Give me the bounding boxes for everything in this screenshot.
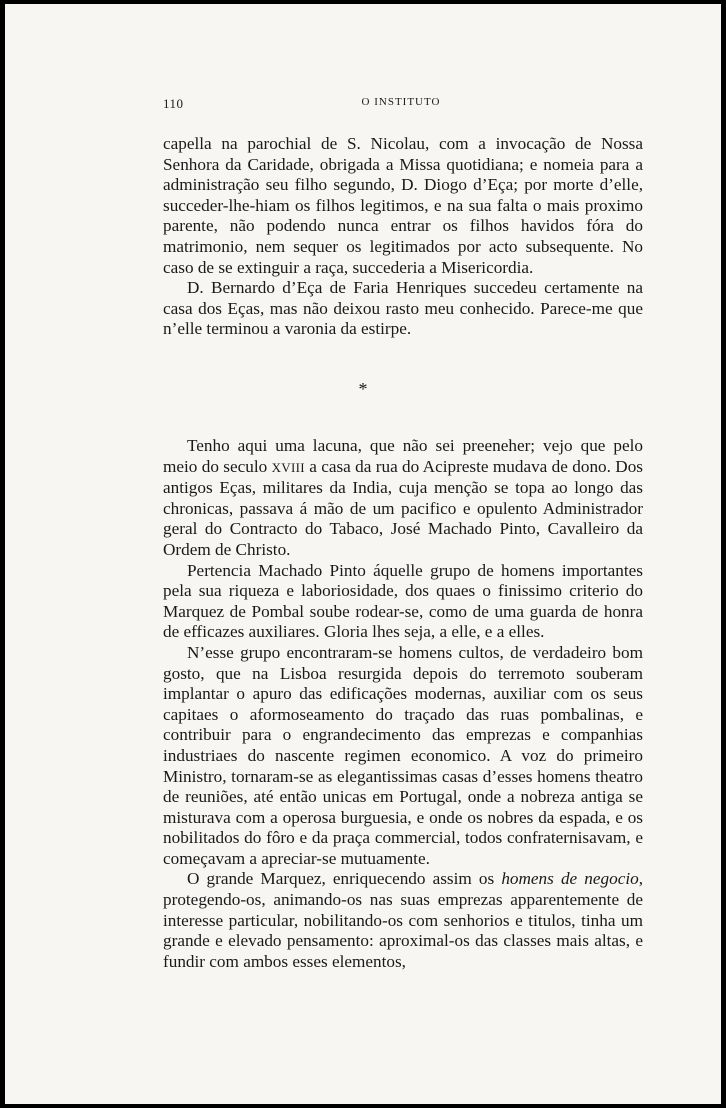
paragraph <box>163 436 643 561</box>
italic-phrase: homens de negocio <box>501 869 639 889</box>
book-page <box>5 4 721 1104</box>
running-title: O INSTITUTO <box>361 96 441 108</box>
text-run: , protegendo-os, animando-os nas suas emprezas apparentemente de interesse particular, nobilitando-os com senhorios e titulos, tinha um grande e elevado pensamento: aproximal-os das classes mais altas, e fundir com ambos esses elementos, <box>163 869 643 971</box>
paragraph: capella na parochial de S. Nicolau, com a invocação de Nossa Senhora da Caridade, obrigada a Missa quotidiana; e nomeia para a administração seu filho segundo, D. Diogo d’Eça; por morte d’elle, succeder-lhe-hiam os filhos legitimos, e na sua falta o mais proximo parente, não podendo nunca entrar os filhos havidos fóra do matrimonio, nem sequer os legitimados por acto subsequente. No caso de se extinguir a raça, succederia a Misericordia. <box>163 134 643 277</box>
paragraph <box>163 869 643 972</box>
text-run: a casa da rua do Acipreste mudava de dono. Dos antigos Eças, militares da India, cuja menção se topa ao longo das chronicas, passava á mão de um pacifico e opulento Administrador geral do Contracto do Tabaco, José Machado Pinto, Cavalleiro da Ordem de Christo. <box>163 456 643 559</box>
century-numeral: XVIII <box>271 459 305 475</box>
text-block-lower <box>163 436 643 972</box>
paragraph: D. Bernardo d’Eça de Faria Henriques succedeu certamente na casa dos Eças, mas não deixou rasto meu conhecido. Parece-me que n’elle terminou a varonia da estirpe. <box>163 278 643 339</box>
paragraph: N’esse grupo encontraram-se homens cultos, de verdadeiro bom gosto, que na Lisboa resurgida depois do terremoto souberam implantar o apuro das edificações modernas, auxiliar com os seus capitaes o aformoseamento do traçado das ruas pombalinas, e contribuir para o engrandecimento das emprezas e companhias industriaes do nascente regimen economico. A voz do primeiro Ministro, tornaram-se as elegantissimas casas d’esses homens theatro de reuniões, até então unicas em Portugal, onde a nobreza antiga se misturava com a operosa burguesia, e onde os nobres da espada, e os nobilitados do fôro e da praça commercial, todos confraternisavam, e começavam a apreciar-se mutuamente. <box>163 642 643 868</box>
text-run: Tenho aqui uma lacuna, que não sei preeneher; vejo que pelo meio do seculo <box>163 436 643 476</box>
text-block-top <box>163 134 643 340</box>
running-header <box>163 96 639 116</box>
section-separator: * <box>358 379 368 399</box>
paragraph: Pertencia Machado Pinto áquelle grupo de homens importantes pela sua riqueza e laboriosidade, dos quaes o finissimo criterio do Marquez de Pombal soube rodear-se, como de uma guarda de honra de efficazes auxiliares. Gloria lhes seja, a elle, e a elles. <box>163 560 643 642</box>
page-number: 110 <box>163 96 184 111</box>
text-run: O grande Marquez, enriquecendo assim os <box>187 869 502 889</box>
